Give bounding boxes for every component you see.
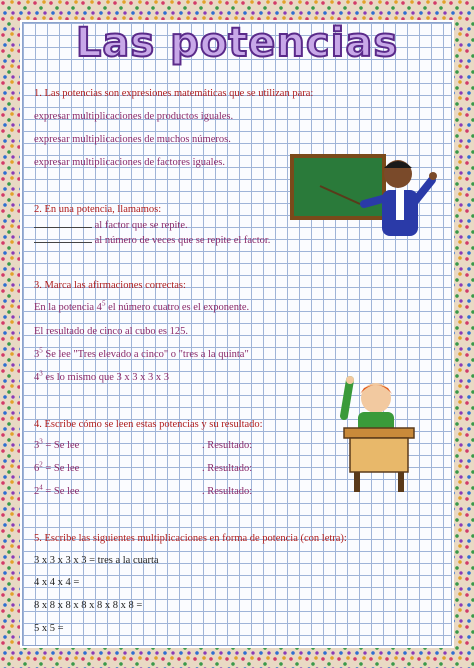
q4-row-3-result[interactable]: . Resultado: bbox=[202, 486, 253, 497]
chalkboard bbox=[292, 156, 384, 218]
q3-s3-pre: 3 bbox=[34, 349, 40, 360]
q2-blank-1[interactable] bbox=[34, 218, 92, 228]
q1-heading: 1. Las potencias son expresiones matemáticas que se utilizan para: bbox=[34, 88, 314, 99]
q3-statement-1[interactable] bbox=[34, 299, 250, 313]
q4-row-1-exp: 3 bbox=[39, 437, 43, 446]
q4-row-1-read: = Se lee bbox=[42, 440, 80, 451]
q4-row-3-exp: 4 bbox=[39, 483, 43, 492]
q5-heading: 5. Escribe las siguientes multiplicaciones en forma de potencia (con letra): bbox=[34, 533, 347, 544]
page-title: Las potencias bbox=[75, 20, 399, 66]
q3-s1-pre: En la potencia 4 bbox=[34, 302, 102, 313]
q4-row-2-result[interactable]: . Resultado: bbox=[202, 463, 253, 474]
q2-line-2-text: al número de veces que se repite el factor. bbox=[94, 235, 271, 246]
q4-heading: 4. Escribe cómo se leen estas potencias y su resultado: bbox=[34, 419, 263, 430]
q4-row-3 bbox=[34, 483, 80, 497]
q3-s3-sup: 5 bbox=[39, 346, 43, 355]
q4-row-3-read: = Se lee bbox=[42, 486, 80, 497]
q4-row-1 bbox=[34, 437, 80, 451]
q2-heading: 2. En una potencia, llamamos: bbox=[34, 204, 162, 215]
q3-statement-3[interactable] bbox=[34, 346, 249, 360]
q3-s4-pre: 4 bbox=[34, 372, 40, 383]
q4-row-2-exp: 2 bbox=[39, 460, 43, 469]
q5-item-3[interactable]: 8 x 8 x 8 x 8 x 8 x 8 x 8 = bbox=[34, 600, 143, 611]
q2-line-2 bbox=[34, 233, 270, 246]
q2-blank-2[interactable] bbox=[34, 233, 92, 243]
q1-option-1[interactable]: expresar multiplicaciones de productos iguales. bbox=[34, 111, 234, 122]
q1-option-2[interactable]: expresar multiplicaciones de muchos números. bbox=[34, 134, 231, 145]
q4-row-1-base: 3 bbox=[34, 440, 40, 451]
q3-statement-4[interactable] bbox=[34, 369, 170, 383]
q3-heading: 3. Marca las afirmaciones correctas: bbox=[34, 280, 186, 291]
student-illustration bbox=[336, 376, 416, 494]
q3-s3-post: Se lee "Tres elevado a cinco" o "tres a la quinta" bbox=[42, 349, 249, 360]
q3-s4-sup: 3 bbox=[39, 369, 43, 378]
q4-row-3-base: 2 bbox=[34, 486, 40, 497]
q2-line-1-text: al factor que se repite. bbox=[94, 220, 188, 231]
raised-arm bbox=[344, 380, 350, 416]
q1-option-3[interactable]: expresar multiplicaciones de factores iguales. bbox=[34, 157, 225, 168]
q5-item-1[interactable]: 3 x 3 x 3 x 3 = tres a la cuarta bbox=[34, 555, 159, 566]
q3-s1-post: el número cuatro es el exponente. bbox=[105, 302, 250, 313]
q4-row-2-base: 6 bbox=[34, 463, 40, 474]
q5-item-2[interactable]: 4 x 4 x 4 = bbox=[34, 577, 80, 588]
q4-row-2-read: = Se lee bbox=[42, 463, 80, 474]
q5-item-4[interactable]: 5 x 5 = bbox=[34, 623, 64, 634]
q2-line-1 bbox=[34, 218, 188, 231]
q4-row-1-result[interactable]: . Resultado: bbox=[202, 440, 253, 451]
q4-row-2 bbox=[34, 460, 80, 474]
teacher-illustration bbox=[290, 152, 440, 240]
desk-top bbox=[344, 428, 414, 438]
q3-s4-post: es lo mismo que 3 x 3 x 3 x 3 bbox=[42, 372, 170, 383]
desk-front bbox=[350, 438, 408, 472]
q3-s1-sup: 5 bbox=[101, 299, 106, 308]
q3-statement-2[interactable]: El resultado de cinco al cubo es 125. bbox=[34, 326, 188, 337]
